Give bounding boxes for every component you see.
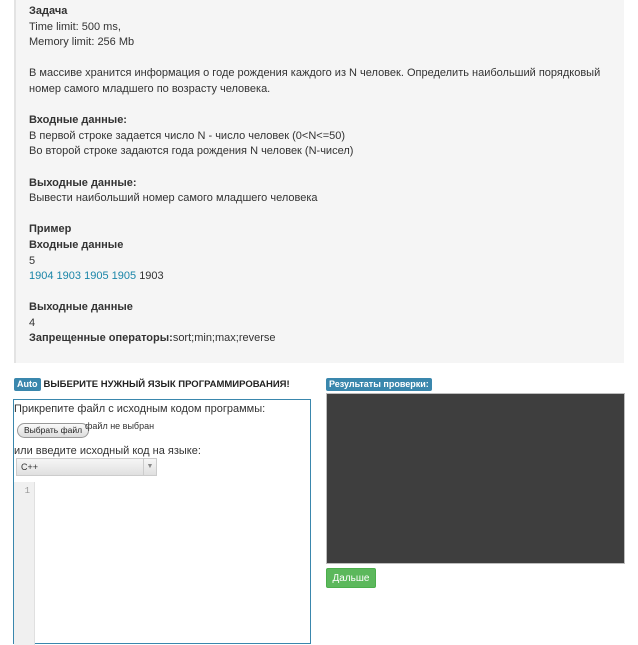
output-line: Вывести наибольший номер самого младшего человека bbox=[29, 192, 318, 205]
example-years bbox=[29, 269, 624, 285]
forbidden-label: Запрещенные операторы: bbox=[29, 332, 173, 345]
example-year-last: 1903 bbox=[139, 270, 164, 283]
example-year-link[interactable]: 1904 bbox=[29, 270, 54, 283]
example-year-link[interactable]: 1905 bbox=[111, 270, 137, 283]
input-line-2: Во второй строке задаются года рождения N человек (N-чисел) bbox=[29, 145, 354, 158]
task-heading: Задача bbox=[29, 5, 68, 17]
results-header bbox=[326, 378, 432, 391]
or-text: или введите исходный код на языке: bbox=[14, 445, 201, 457]
next-button[interactable]: Дальше bbox=[326, 568, 376, 588]
example-input-heading: Входные данные bbox=[29, 238, 124, 251]
example-year-link[interactable]: 1903 bbox=[56, 270, 82, 283]
attach-text: Прикрепите файл с исходным кодом программы: bbox=[14, 403, 266, 415]
forbidden-operators bbox=[29, 331, 624, 347]
statement-line-1: В массиве хранится информация о годе рождения каждого из N человек. Определить наибольший порядковый bbox=[29, 67, 601, 80]
example-n: 5 bbox=[29, 254, 36, 267]
language-header bbox=[14, 378, 290, 391]
file-status: файл не выбран bbox=[85, 421, 155, 431]
output-heading: Выходные данные: bbox=[29, 176, 137, 189]
results-box bbox=[326, 393, 625, 564]
auto-badge: Auto bbox=[14, 378, 41, 391]
example-year-link[interactable]: 1905 bbox=[84, 270, 109, 283]
example-output-heading: Выходные данные bbox=[29, 301, 133, 314]
line-number: 1 bbox=[24, 486, 30, 496]
choose-file-button[interactable]: Выбрать файл bbox=[17, 423, 89, 438]
input-heading: Входные данные: bbox=[29, 114, 127, 127]
statement-line-2: номер самого младшего по возрасту человека. bbox=[29, 82, 271, 95]
input-line-1: В первой строке задается число N - число человек (0<N<=50) bbox=[29, 129, 346, 142]
submit-box bbox=[13, 399, 311, 644]
results-badge: Результаты проверки: bbox=[326, 378, 432, 391]
task-panel bbox=[14, 0, 624, 363]
code-editor[interactable] bbox=[36, 482, 310, 643]
code-editor-gutter bbox=[14, 482, 35, 645]
time-limit: Time limit: 500 ms, bbox=[29, 20, 121, 33]
example-heading: Пример bbox=[29, 223, 72, 236]
example-output-value: 4 bbox=[29, 316, 36, 329]
language-select-value: C++ bbox=[21, 462, 39, 472]
language-prompt: ВЫБЕРИТЕ НУЖНЫЙ ЯЗЫК ПРОГРАММИРОВАНИЯ! bbox=[43, 379, 290, 390]
chevron-down-icon: ▼ bbox=[143, 459, 156, 475]
language-select[interactable] bbox=[16, 458, 157, 476]
forbidden-value: sort;min;max;reverse bbox=[172, 332, 276, 345]
memory-limit: Memory limit: 256 Mb bbox=[29, 36, 135, 49]
